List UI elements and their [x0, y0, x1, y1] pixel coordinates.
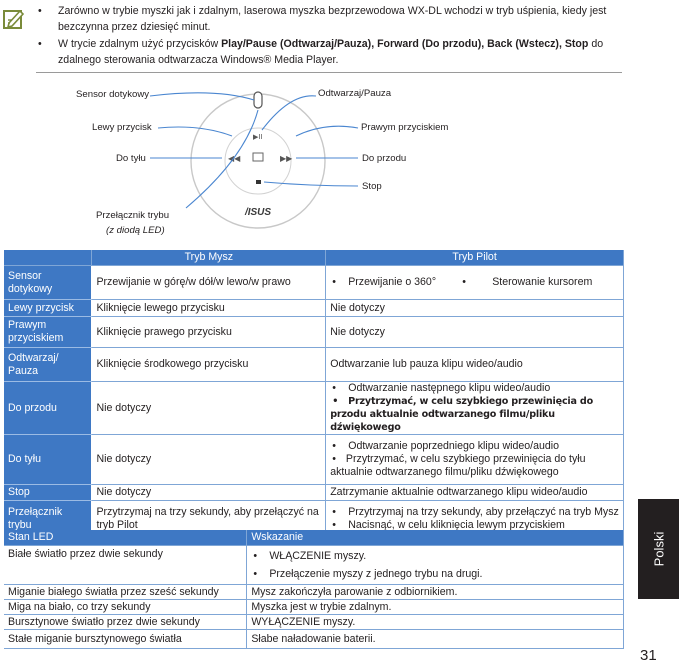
touch-sensor — [253, 153, 263, 161]
label-right-button: Prawym przyciskiem — [361, 122, 449, 133]
table-row — [4, 630, 624, 649]
row-key: Lewy przycisk — [4, 300, 92, 317]
row-key: Do przodu — [4, 382, 92, 435]
language-tab — [638, 499, 679, 599]
led-indication-cell: WYŁĄCZENIE myszy. — [247, 615, 624, 630]
led-state-cell: Stałe miganie bursztynowego światła — [4, 630, 247, 649]
table-row — [4, 348, 624, 382]
table-row — [4, 382, 624, 435]
pilot-mode-cell: Nie dotyczy — [326, 300, 624, 317]
note-text-pre: W trycie zdalnym użyć przycisków — [58, 38, 222, 50]
label-mode-led: (z diodą LED) — [106, 225, 165, 236]
pilot-mode-cell: • Przytrzymaj na trzy sekundy, aby przełączyć na tryb Mysz • Nacisnąć, w celu kliknięcia lewym przyciskiem — [326, 501, 624, 537]
mouse-mode-cell: Przytrzymaj na trzy sekundy, aby przełączyć na tryb Pilot — [92, 501, 326, 537]
page-number: 31 — [640, 647, 657, 664]
led-state-cell: Bursztynowe światło przez dwie sekundy — [4, 615, 247, 630]
brand-logo: /ISUS — [244, 207, 272, 218]
led-state-cell: Miga na biało, co trzy sekundy — [4, 600, 247, 615]
led-indication-cell: Myszka jest w trybie zdalnym. — [247, 600, 624, 615]
led-table — [4, 530, 624, 649]
mouse-mode-cell: Nie dotyczy — [92, 382, 326, 435]
table-row — [4, 615, 624, 630]
row-key: Stop — [4, 485, 92, 501]
table-row — [4, 600, 624, 615]
note-item — [36, 37, 622, 68]
note-item — [36, 4, 622, 35]
led-state-cell: Białe światło przez dwie sekundy — [4, 546, 247, 585]
pilot-mode-cell: • Przewijanie o 360° • Sterowanie kursorem — [326, 266, 624, 300]
mouse-mode-cell: Nie dotyczy — [92, 485, 326, 501]
mouse-mode-cell: Kliknięcie lewego przycisku — [92, 300, 326, 317]
pilot-mode-cell: • Odtwarzanie następnego klipu wideo/audio • Przytrzymać, w celu szybkiego przewinięcia do przodu aktualnie odtwarzanego filmu/pliku dźwiękowego — [326, 382, 624, 435]
led-state-cell: Miganie białego światła przez sześć sekundy — [4, 585, 247, 600]
pilot-mode-cell: Nie dotyczy — [326, 317, 624, 348]
language-tab-label: Polski — [651, 531, 666, 567]
play-pause-icon: ▶II — [253, 133, 263, 141]
table-row — [4, 435, 624, 485]
table-row — [4, 585, 624, 600]
table-row — [4, 317, 624, 348]
note-text: Zarówno w trybie myszki jak i zdalnym, laserowa myszka bezprzewodowa WX-DL wchodzi w tryb uśpienia, kiedy jest bezczynna przez dziesięć minut. — [58, 5, 607, 33]
table-header-row — [4, 250, 624, 266]
led-indication-cell: • WŁĄCZENIE myszy. • Przełączenie myszy z jednego trybu na drugi. — [247, 546, 624, 585]
label-forward: Do przodu — [362, 153, 407, 164]
pilot-mode-cell: • Odtwarzanie poprzedniego klipu wideo/audio • Przytrzymać, w celu szybkiego przewinięcia do tyłu aktualnie odtwarzanego filmu/pliku dźwiękowego — [326, 435, 624, 485]
label-sensor: Sensor dotykowy — [76, 89, 150, 100]
note-text-post: do zdalnego sterowania odtwarzacza Windows® Media Player. — [58, 38, 604, 66]
table-header: Tryb Pilot — [326, 250, 624, 266]
notes-list — [36, 4, 622, 70]
forward-icon: ▶▶ — [280, 154, 293, 163]
pilot-mode-cell: Zatrzymanie aktualnie odtwarzanego klipu wideo/audio — [326, 485, 624, 501]
table-row — [4, 300, 624, 317]
label-back: Do tyłu — [116, 153, 146, 164]
label-mode-switch: Przełącznik trybu — [96, 210, 170, 221]
table-row — [4, 485, 624, 501]
note-icon — [3, 8, 25, 30]
table-header — [4, 250, 92, 266]
mouse-mode-cell: Kliknięcie prawego przycisku — [92, 317, 326, 348]
mouse-mode-cell: Przewijanie w górę/w dół/w lewo/w prawo — [92, 266, 326, 300]
bullet: • — [38, 38, 42, 50]
mouse-mode-cell: Kliknięcie środkowego przycisku — [92, 348, 326, 382]
row-key: Do tyłu — [4, 435, 92, 485]
table-header: Tryb Mysz — [92, 250, 326, 266]
bullet: • — [38, 5, 42, 17]
led-indication-cell: Mysz zakończyła parowanie z odbiornikiem. — [247, 585, 624, 600]
note-text-bold: Play/Pause (Odtwarzaj/Pauza), Forward (Do przodu), Back (Wstecz), Stop — [221, 38, 589, 50]
pilot-mode-cell: Odtwarzanie lub pauza klipu wideo/audio — [326, 348, 624, 382]
divider — [36, 72, 622, 73]
table-header: Stan LED — [4, 530, 247, 546]
row-key: Przełącznik trybu — [4, 501, 92, 537]
row-key: Sensor dotykowy — [4, 266, 92, 300]
row-key: Prawym przyciskiem — [4, 317, 92, 348]
back-icon: ◀◀ — [228, 154, 241, 163]
modes-table — [4, 250, 624, 537]
table-header: Wskazanie — [247, 530, 624, 546]
label-left-button: Lewy przycisk — [92, 122, 152, 133]
mouse-mode-cell: Nie dotyczy — [92, 435, 326, 485]
stop-icon — [256, 180, 261, 184]
table-row — [4, 546, 624, 585]
row-key: Odtwarzaj/ Pauza — [4, 348, 92, 382]
table-header-row — [4, 530, 624, 546]
label-play-pause: Odtwarzaj/Pauza — [318, 88, 392, 99]
label-stop: Stop — [362, 181, 382, 192]
led-indication-cell: Słabe naładowanie baterii. — [247, 630, 624, 649]
mode-switch — [254, 92, 262, 108]
table-row — [4, 266, 624, 300]
